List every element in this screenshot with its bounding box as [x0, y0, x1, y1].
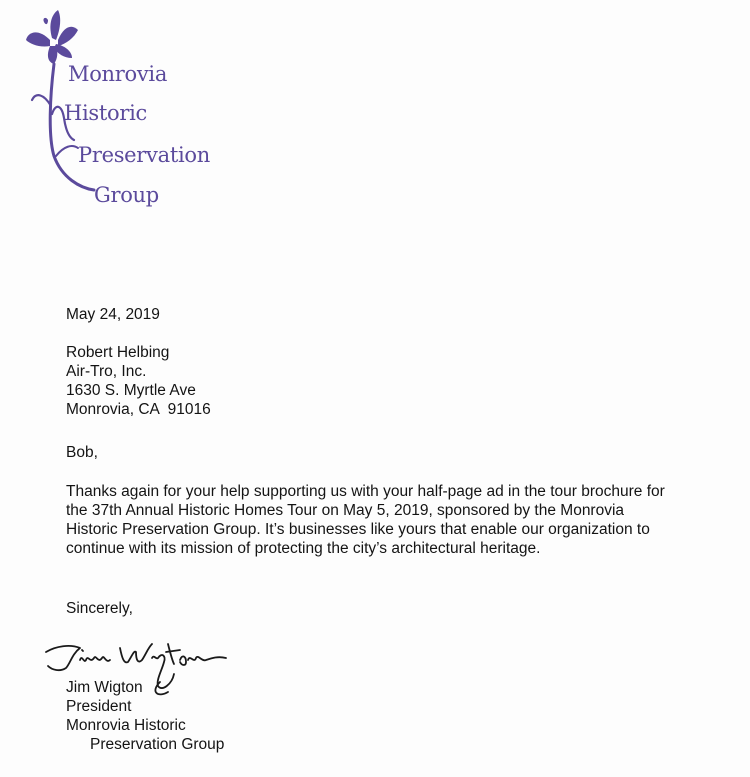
letter-date: May 24, 2019: [66, 306, 160, 323]
signature-block: [66, 678, 224, 754]
logo-text-line: Group: [94, 183, 159, 207]
closing: Sincerely,: [66, 600, 133, 617]
logo-text-line: Historic: [64, 101, 148, 125]
signer-org-line: Monrovia Historic: [66, 717, 186, 734]
letterhead-logo: [20, 6, 260, 221]
recipient-company: Air-Tro, Inc.: [66, 363, 147, 380]
logo-text-line: Preservation: [78, 143, 210, 167]
signer-org-line: Preservation Group: [90, 736, 225, 753]
body-line: continue with its mission of protecting the city’s architectural heritage.: [66, 540, 541, 557]
signer-name: Jim Wigton: [66, 679, 143, 696]
letter-body: [66, 482, 746, 558]
recipient-name: Robert Helbing: [66, 344, 170, 361]
signer-title: President: [66, 698, 132, 715]
recipient-street: 1630 S. Myrtle Ave: [66, 382, 196, 399]
body-line: Thanks again for your help supporting us with your half-page ad in the tour brochure for: [66, 483, 665, 500]
logo-text-line: Monrovia: [68, 62, 168, 86]
body-line: the 37th Annual Historic Homes Tour on May 5, 2019, sponsored by the Monrovia: [66, 502, 625, 519]
salutation: Bob,: [66, 444, 98, 461]
recipient-address: [66, 343, 211, 419]
body-line: Historic Preservation Group. It’s businesses like yours that enable our organization to: [66, 521, 650, 538]
recipient-city: Monrovia, CA 91016: [66, 401, 211, 418]
